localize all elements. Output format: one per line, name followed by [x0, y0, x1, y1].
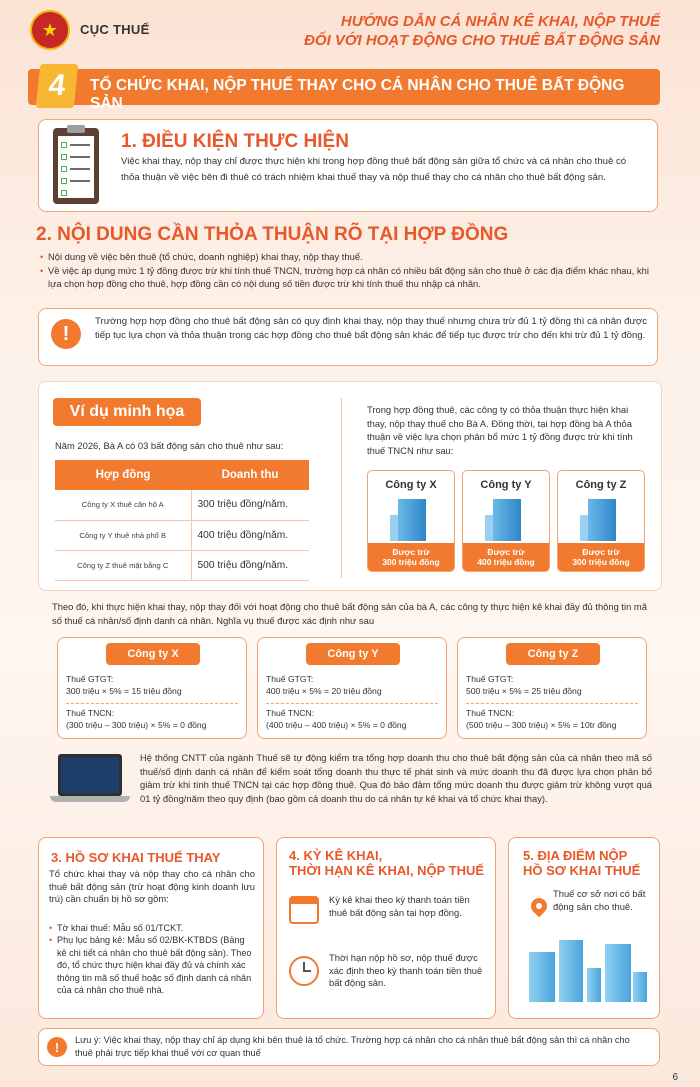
- list-item: • Phụ lục bảng kê: Mẫu số 02/BK-KTBDS (Bảng kê chi tiết cá nhân cho thuê bất động sản). Theo đó, tổ chức thực hiện khai đầy đủ và chính xác thông tin mã số thuế hoặc số định danh cá nhân của cá nhân cho thuê nhà.: [49, 934, 255, 996]
- page-number: 6: [672, 1072, 678, 1083]
- period-card: [276, 837, 496, 1019]
- list-item: • Nội dung về việc bên thuê (tổ chức, doanh nghiệp) khai thay, nộp thay thuế.: [40, 250, 660, 263]
- period-item-1: Kỳ kê khai theo kỳ thanh toán tiền thuê bất động sản tại hợp đồng.: [329, 894, 470, 918]
- example-tag: Ví dụ minh họa: [53, 398, 201, 426]
- location-pin-icon: [528, 895, 551, 918]
- section-number: 4: [36, 64, 79, 108]
- contract-table: [55, 460, 309, 581]
- period-title-line: 4. KỲ KÊ KHAI,: [289, 848, 383, 863]
- example-agreement-text: Trong hợp đồng thuê, các công ty có thỏa thuận thực hiện khai thay, nộp thay thuế cho Bà A. Đồng thời, tại hợp đồng bà A thỏa thuận về việc lựa chọn phân bổ mức 1 tỷ đồng được trừ khi tính thuế TNCN như sau:: [367, 404, 633, 456]
- period-item-2: Thời hạn nộp hồ sơ, nộp thuế được xác định theo kỳ thanh toán tiền thuê bất động sản.: [329, 952, 483, 989]
- table-header-row: [55, 460, 309, 490]
- divider: [66, 703, 238, 704]
- tax-card-x: [57, 637, 247, 739]
- table-cell: 500 triệu đồng/năm.: [191, 550, 309, 580]
- note-card: [38, 1028, 660, 1066]
- table-cell: 300 triệu đồng/năm.: [191, 490, 309, 520]
- tncn-label: Thuế TNCN:: [266, 708, 315, 718]
- divider: [341, 398, 342, 578]
- agreement-title: 2. NỘI DUNG CẦN THỎA THUẬN RÕ TẠI HỢP ĐỒNG: [36, 224, 509, 245]
- company-name: Công ty Z: [575, 479, 627, 491]
- calendar-icon: [289, 896, 319, 924]
- conditions-card: [38, 119, 658, 212]
- exclamation-icon: !: [51, 319, 81, 349]
- note-text: Lưu ý: Việc khai thay, nộp thay chỉ áp dụng khi bên thuê là tổ chức. Trường hợp cá nhân cho cá nhân thuê bất động sản thì cá nhân cho thuê phải trực tiếp khai thuế với cơ quan thuế: [75, 1035, 630, 1059]
- document-title: [304, 12, 660, 50]
- building-icon: [398, 499, 426, 541]
- deduction-amount: 300 triệu đồng: [572, 557, 630, 567]
- tax-card-y: [257, 637, 447, 739]
- table-header: Hợp đồng: [55, 460, 191, 490]
- conditions-title: 1. ĐIỀU KIỆN THỰC HIỆN: [121, 131, 349, 152]
- dossier-intro: Tổ chức khai thay và nộp thay cho cá nhân cho thuê bất động sản (trừ hoạt động kinh doanh lưu trú) cần chuẩn bị hồ sơ gồm:: [49, 868, 255, 905]
- gtgt-label: Thuế GTGT:: [66, 674, 114, 684]
- section-banner: [28, 69, 660, 112]
- deduction-label: [368, 543, 454, 571]
- emblem-icon: ★: [30, 10, 70, 50]
- warning-card: [38, 308, 658, 366]
- tax-card-title: Công ty Y: [306, 643, 400, 665]
- example-intro: Năm 2026, Bà A có 03 bất động sản cho thuê như sau:: [55, 440, 284, 451]
- table-cell: Công ty X thuê căn hộ A: [55, 490, 191, 520]
- company-z-box: [557, 470, 645, 572]
- location-title-line: 5. ĐỊA ĐIỂM NỘP: [523, 848, 628, 863]
- list-item: • Về việc áp dụng mức 1 tỷ đồng được trừ khi tính thuế TNCN, trường hợp cá nhân có nhiều bất động sản cho thuê ở các địa điểm khác nhau, khi lựa chọn hợp đồng cho thuê, hợp đồng cần có nội dung số tiền được trừ khi tính thuế thu nhập cá nhân.: [40, 264, 660, 290]
- laptop-icon: [50, 754, 130, 808]
- tncn-value: (500 triệu – 300 triệu) × 5% = 10tr đồng: [466, 720, 617, 730]
- deduction-amount: 300 triệu đồng: [382, 557, 440, 567]
- table-cell: Công ty Y thuê nhà phố B: [55, 520, 191, 550]
- tncn-label: Thuế TNCN:: [466, 708, 515, 718]
- it-system-text: Hệ thống CNTT của ngành Thuế sẽ tự động kiểm tra tổng hợp doanh thu cho thuê bất động sản của cá nhân theo mã số thuế/số định danh cá nhân để kiểm soát tổng doanh thu thực tế phát sinh và mức doanh thu đã được lựa chọn phân bổ giảm trừ khi tính thuế TNCN tại các hợp đồng thuê. Qua đó bảo đảm tổng mức doanh thu được giảm trừ không vượt quá 01 tỷ đồng/năm theo quy định (bao gồm cả doanh thu do cá nhân tự kê khai và tổ chức khai thay).: [140, 752, 652, 804]
- buildings-icon: [529, 938, 649, 1002]
- building-icon: [493, 499, 521, 541]
- table-header: Doanh thu: [191, 460, 309, 490]
- section-banner-title: TỔ CHỨC KHAI, NỘP THUẾ THAY CHO CÁ NHÂN CHO THUÊ BẤT ĐỘNG SẢN: [90, 77, 625, 112]
- company-y-box: [462, 470, 550, 572]
- company-name: Công ty X: [385, 479, 437, 491]
- table-cell: Công ty Z thuê mặt bằng C: [55, 550, 191, 580]
- divider: [266, 703, 438, 704]
- deduction-line: Được trừ: [582, 547, 620, 557]
- agreement-list: [40, 250, 660, 291]
- divider: [466, 703, 638, 704]
- location-card: [508, 837, 660, 1019]
- tax-card-title: Công ty Z: [506, 643, 600, 665]
- dossier-card: [38, 837, 264, 1019]
- company-x-box: [367, 470, 455, 572]
- gtgt-label: Thuế GTGT:: [466, 674, 514, 684]
- table-row: [55, 520, 309, 550]
- period-title-line: THỜI HẠN KÊ KHAI, NỘP THUẾ: [289, 863, 485, 878]
- company-name: Công ty Y: [480, 479, 532, 491]
- deduction-line: Được trừ: [487, 547, 525, 557]
- table-row: [55, 490, 309, 520]
- tncn-value: (300 triệu – 300 triệu) × 5% = 0 đồng: [66, 720, 207, 730]
- tax-card-title: Công ty X: [106, 643, 200, 665]
- tncn-label: Thuế TNCN:: [66, 708, 115, 718]
- warning-text: Trường hợp hợp đồng cho thuê bất động sản có quy định khai thay, nộp thay thuế nhưng chưa trừ đủ 1 tỷ đồng thì cá nhân được tiếp tục lựa chọn và thỏa thuận trong các hợp đồng cho thuê bất động sản khác để tiếp tục được trừ cho đến khi trừ đủ 1 tỷ đồng.: [95, 316, 647, 341]
- table-cell: 400 triệu đồng/năm.: [191, 520, 309, 550]
- example-section: [38, 381, 662, 591]
- period-title: [289, 848, 484, 878]
- building-icon: [588, 499, 616, 541]
- deduction-label: [558, 543, 644, 571]
- conditions-body: Việc khai thay, nộp thay chỉ được thực hiện khi trong hợp đồng thuê bất động sản giữa tổ chức và cá nhân cho thuê có thỏa thuận về việc bên đi thuê có trách nhiệm khai thuế thay và nộp thuế thay cho cá nhân cho thuê bất động sản.: [121, 156, 627, 183]
- gtgt-value: 500 triệu × 5% = 25 triệu đồng: [466, 686, 582, 696]
- tax-card-z: [457, 637, 647, 739]
- dossier-title: 3. HỒ SƠ KHAI THUẾ THAY: [51, 850, 221, 865]
- deduction-label: [463, 543, 549, 571]
- brand-name: CỤC THUẾ: [80, 22, 150, 37]
- exclamation-icon: !: [47, 1037, 67, 1057]
- table-row: [55, 550, 309, 580]
- header: [0, 0, 700, 62]
- dossier-list: [49, 922, 255, 996]
- clock-icon: [289, 956, 319, 986]
- deduction-amount: 400 triệu đồng: [477, 557, 535, 567]
- list-item: • Tờ khai thuế: Mẫu số 01/TCKT.: [49, 922, 255, 934]
- location-text: Thuế cơ sở nơi có bất động sản cho thuê.: [553, 888, 646, 912]
- title-line-2: ĐỐI VỚI HOẠT ĐỘNG CHO THUÊ BẤT ĐỘNG SẢN: [304, 32, 660, 49]
- gtgt-label: Thuế GTGT:: [266, 674, 314, 684]
- tncn-value: (400 triệu – 400 triệu) × 5% = 0 đồng: [266, 720, 407, 730]
- obligation-text: Theo đó, khi thực hiện khai thay, nộp thay đối với hoạt động cho thuê bất động sản của bà A, các công ty thực hiện kê khai đầy đủ thông tin mã số thuế cá nhân/số định danh cá nhân. Nghĩa vụ thuế được xác định như sau: [52, 601, 647, 626]
- title-line-1: HƯỚNG DẪN CÁ NHÂN KÊ KHAI, NỘP THUẾ: [340, 13, 660, 30]
- deduction-line: Được trừ: [392, 547, 430, 557]
- clipboard-icon: [53, 128, 99, 204]
- location-title: [523, 848, 640, 878]
- location-title-line: HỒ SƠ KHAI THUẾ: [523, 863, 641, 878]
- gtgt-value: 400 triệu × 5% = 20 triệu đồng: [266, 686, 382, 696]
- gtgt-value: 300 triệu × 5% = 15 triệu đồng: [66, 686, 182, 696]
